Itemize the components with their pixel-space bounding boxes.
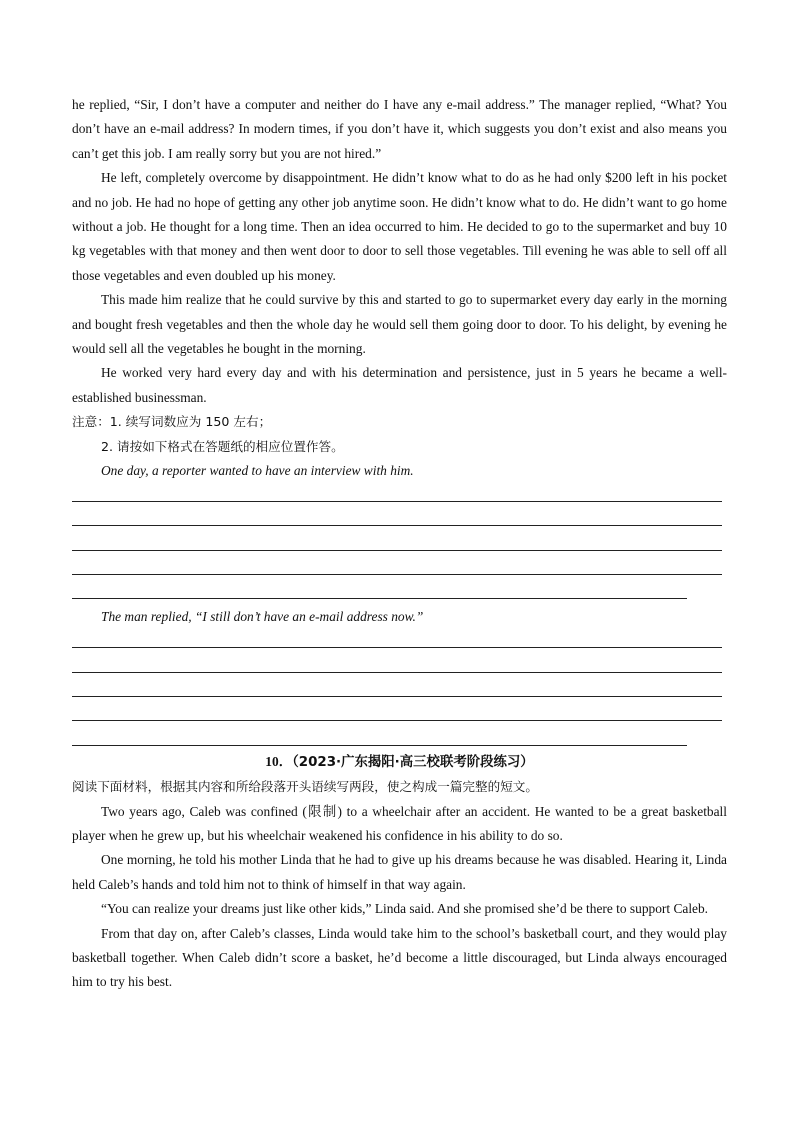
answer-line[interactable] <box>72 502 722 526</box>
answer-lines-1 <box>72 478 727 600</box>
answer-lines-2 <box>72 624 727 746</box>
question-paragraph-3: “You can realize your dreams just like other kids,” Linda said. And she promised she’d be there to support Caleb. <box>101 901 709 917</box>
answer-line[interactable] <box>72 575 687 599</box>
question-paragraph-1: Two years ago, Caleb was confined (限制) to a wheelchair after an accident. He wanted to be a great basketball player when he grew up, but his wheelchair weakened his confidence in his ability to do so. <box>72 803 727 844</box>
question-number: 10． <box>265 753 293 769</box>
writing-notes <box>72 410 727 459</box>
note-word-count: 注意：1. 续写词数应为 150 左右； <box>72 414 272 430</box>
question-paragraph-2: One morning, he told his mother Linda that he had to give up his dreams because he was disabled. Hearing it, Linda held Caleb’s hands and told him not to think of himself in that way again. <box>72 852 727 892</box>
document-page <box>72 93 727 995</box>
continuation-prompt-1: One day, a reporter wanted to have an interview with him. <box>101 463 414 479</box>
question-heading <box>72 750 727 775</box>
continuation-prompt-2: The man replied, “I still don’t have an e-mail address now.” <box>101 609 424 625</box>
passage-paragraph-3: This made him realize that he could survive by this and started to go to supermarket every day early in the morning and bought fresh vegetables and then the whole day he would sell them going door to door. To his delight, by evening he would sell all the vegetables he bought in the morning. <box>72 292 727 357</box>
answer-line[interactable] <box>72 526 722 550</box>
answer-line[interactable] <box>72 673 722 697</box>
passage-paragraph-4: He worked very hard every day and with his determination and persistence, just in 5 years he became a well-established businessman. <box>72 365 727 405</box>
answer-line[interactable] <box>72 721 687 745</box>
question-instruction: 阅读下面材料，根据其内容和所给段落开头语续写两段，使之构成一篇完整的短文。 <box>72 779 538 795</box>
answer-line[interactable] <box>72 697 722 721</box>
question-source: （2023·广东揭阳·高三校联考阶段练习） <box>292 754 534 770</box>
question-paragraph-4: From that day on, after Caleb’s classes, Linda would take him to the school’s basketball court, and they would play basketball together. When Caleb didn’t score a basket, he’d become a little discouraged, but Linda always encouraged him to try his best. <box>72 925 727 990</box>
passage-paragraph-1: he replied, “Sir, I don’t have a computer and neither do I have any e-mail address.” The manager replied, “What? You don’t have an e-mail address? In modern times, if you don’t have it, which suggests you don’t exist and also means you can’t get this job. I am really sorry but you are not hired.” <box>72 97 727 161</box>
passage-paragraph-2: He left, completely overcome by disappointment. He didn’t know what to do as he had only $200 left in his pocket and no job. He had no hope of getting any other job anytime soon. He didn’t know what to do. He didn’t want to go home without a job. He thought for a long time. Then an idea occurred to him. He decided to go to the supermarket and buy 10 kg vegetables with that money and then went door to door to sell those vegetables. Till evening he was able to sell off all those vegetables and even doubled up his money. <box>72 170 727 283</box>
answer-line[interactable] <box>72 648 722 672</box>
answer-line[interactable] <box>72 551 722 575</box>
note-format: 2. 请按如下格式在答题纸的相应位置作答。 <box>101 438 344 454</box>
